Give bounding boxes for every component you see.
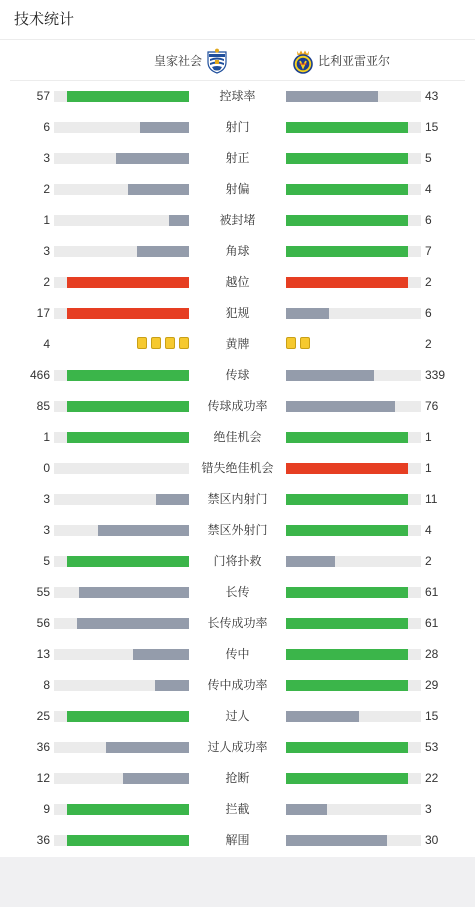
home-value: 85: [36, 399, 50, 413]
away-value: 76: [425, 399, 439, 413]
stat-row: [0, 360, 475, 391]
stat-label: 抢断: [225, 771, 250, 785]
home-bar-fill: [67, 277, 189, 288]
stat-row: [0, 236, 475, 267]
away-value: 4: [425, 523, 432, 537]
stat-label: 被封堵: [219, 213, 256, 227]
yellow-card-icon: [137, 337, 147, 349]
home-value: 3: [43, 151, 50, 165]
away-bar-track: [286, 804, 421, 815]
home-value: 6: [43, 120, 50, 134]
away-bar-track: [286, 773, 421, 784]
away-bar-fill: [286, 184, 408, 195]
away-bar-track: [286, 556, 421, 567]
home-bar-fill: [98, 525, 189, 536]
away-value: 30: [425, 833, 439, 847]
away-bar-track: [286, 525, 421, 536]
home-bar-fill: [140, 122, 189, 133]
stat-label: 错失绝佳机会: [201, 461, 274, 475]
away-value: 2: [425, 275, 432, 289]
away-yellow-cards: [286, 337, 312, 351]
home-bar-track: [54, 215, 189, 226]
home-bar-fill: [155, 680, 189, 691]
away-value: 6: [425, 213, 432, 227]
away-bar-track: [286, 835, 421, 846]
away-bar-fill: [286, 215, 408, 226]
away-value: 339: [425, 368, 446, 382]
teams-header: [10, 40, 465, 81]
stat-label: 射门: [225, 120, 250, 134]
home-value: 3: [43, 244, 50, 258]
stat-label: 传球: [225, 368, 250, 382]
home-bar-track: [54, 432, 189, 443]
home-bar-track: [54, 246, 189, 257]
away-value: 11: [425, 492, 438, 506]
away-bar-track: [286, 494, 421, 505]
away-value: 6: [425, 306, 432, 320]
home-bar-fill: [67, 835, 189, 846]
stat-row: [0, 794, 475, 825]
villarreal-crest-icon: [292, 48, 314, 74]
home-bar-fill: [128, 184, 189, 195]
home-bar-fill: [156, 494, 189, 505]
yellow-card-icon: [179, 337, 189, 349]
home-value: 1: [43, 213, 50, 227]
stat-row: [0, 670, 475, 701]
away-bar-fill: [286, 494, 408, 505]
home-bar-track: [54, 370, 189, 381]
away-bar-fill: [286, 680, 408, 691]
home-bar-track: [54, 91, 189, 102]
stat-label: 长传: [225, 585, 250, 599]
stat-row: [0, 174, 475, 205]
away-bar-fill: [286, 711, 359, 722]
home-bar-fill: [67, 370, 189, 381]
home-bar-fill: [133, 649, 189, 660]
away-team-name: 比利亚雷亚尔: [318, 54, 391, 68]
stat-label: 拦截: [225, 802, 250, 816]
away-value: 61: [425, 616, 439, 630]
stat-row: [0, 267, 475, 298]
stat-label: 传球成功率: [207, 399, 268, 413]
away-value: 1: [425, 461, 432, 475]
home-bar-track: [54, 835, 189, 846]
away-bar-fill: [286, 463, 408, 474]
away-bar-fill: [286, 91, 378, 102]
home-bar-fill: [123, 773, 189, 784]
away-bar-track: [286, 649, 421, 660]
stat-label: 长传成功率: [207, 616, 268, 630]
stat-label: 传中成功率: [207, 678, 268, 692]
away-bar-track: [286, 153, 421, 164]
home-bar-fill: [169, 215, 189, 226]
stat-label: 禁区外射门: [207, 523, 268, 537]
stat-row: [0, 577, 475, 608]
stat-label: 绝佳机会: [213, 430, 262, 444]
home-bar-track: [54, 494, 189, 505]
away-value: 15: [425, 709, 439, 723]
away-bar-fill: [286, 432, 408, 443]
yellow-card-icon: [286, 337, 296, 349]
home-bar-track: [54, 277, 189, 288]
away-bar-track: [286, 215, 421, 226]
home-bar-fill: [67, 804, 189, 815]
stat-row: [0, 143, 475, 174]
stat-row: [0, 608, 475, 639]
away-value: 4: [425, 182, 432, 196]
stat-label: 角球: [225, 244, 250, 258]
away-value: 2: [425, 554, 432, 568]
home-bar-track: [54, 804, 189, 815]
stat-row: [0, 763, 475, 794]
home-value: 0: [43, 461, 50, 475]
home-value: 1: [43, 430, 50, 444]
home-value: 9: [43, 802, 50, 816]
away-bar-fill: [286, 773, 408, 784]
stat-row: [0, 825, 475, 856]
home-value: 13: [36, 647, 50, 661]
away-bar-fill: [286, 525, 408, 536]
away-bar-track: [286, 711, 421, 722]
away-value: 1: [425, 430, 432, 444]
away-bar-fill: [286, 618, 408, 629]
stat-label: 门将扑救: [213, 554, 262, 568]
stat-label: 控球率: [219, 89, 256, 103]
yellow-card-icon: [300, 337, 310, 349]
away-bar-fill: [286, 277, 408, 288]
home-value: 55: [36, 585, 50, 599]
away-value: 5: [425, 151, 432, 165]
stat-row: [0, 422, 475, 453]
home-value: 3: [43, 523, 50, 537]
home-bar-track: [54, 556, 189, 567]
home-bar-fill: [77, 618, 189, 629]
stats-list: [0, 81, 475, 856]
home-bar-fill: [67, 401, 189, 412]
home-bar-fill: [67, 432, 189, 443]
away-value: 2: [425, 337, 432, 351]
stat-row: [0, 732, 475, 763]
stat-row: [0, 329, 475, 360]
stat-row: [0, 81, 475, 112]
away-value: 22: [425, 771, 439, 785]
away-bar-track: [286, 122, 421, 133]
home-bar-track: [54, 525, 189, 536]
home-bar-track: [54, 742, 189, 753]
home-team-name: 皇家社会: [153, 54, 202, 68]
home-bar-track: [54, 401, 189, 412]
home-bar-fill: [67, 711, 189, 722]
away-bar-track: [286, 401, 421, 412]
home-bar-track: [54, 122, 189, 133]
home-value: 57: [36, 89, 50, 103]
stat-label: 越位: [225, 275, 250, 289]
away-bar-track: [286, 277, 421, 288]
home-value: 466: [29, 368, 50, 382]
home-value: 3: [43, 492, 50, 506]
away-value: 7: [425, 244, 432, 258]
home-bar-track: [54, 587, 189, 598]
away-bar-fill: [286, 122, 408, 133]
yellow-card-icon: [151, 337, 161, 349]
home-yellow-cards: [135, 337, 189, 351]
away-value: 61: [425, 585, 439, 599]
stat-label: 过人成功率: [207, 740, 268, 754]
stat-label: 传中: [225, 647, 250, 661]
home-bar-track: [54, 773, 189, 784]
home-bar-fill: [67, 308, 189, 319]
home-bar-fill: [106, 742, 189, 753]
home-team[interactable]: [154, 40, 228, 81]
away-bar-fill: [286, 804, 327, 815]
home-value: 36: [36, 833, 50, 847]
away-value: 3: [425, 802, 432, 816]
home-value: 5: [43, 554, 50, 568]
stat-label: 解围: [225, 833, 250, 847]
stat-row: [0, 112, 475, 143]
away-bar-fill: [286, 649, 408, 660]
home-value: 25: [36, 709, 50, 723]
away-value: 29: [425, 678, 439, 692]
stat-label: 犯规: [225, 306, 250, 320]
away-bar-fill: [286, 370, 374, 381]
home-value: 2: [43, 182, 50, 196]
away-bar-track: [286, 184, 421, 195]
away-bar-track: [286, 618, 421, 629]
home-bar-track: [54, 153, 189, 164]
away-bar-track: [286, 680, 421, 691]
away-bar-fill: [286, 401, 395, 412]
stat-row: [0, 484, 475, 515]
home-bar-track: [54, 618, 189, 629]
away-bar-track: [286, 370, 421, 381]
home-value: 2: [43, 275, 50, 289]
home-bar-fill: [137, 246, 189, 257]
home-bar-fill: [67, 91, 189, 102]
away-bar-track: [286, 742, 421, 753]
home-bar-track: [54, 711, 189, 722]
away-bar-fill: [286, 308, 329, 319]
away-value: 43: [425, 89, 439, 103]
home-value: 36: [36, 740, 50, 754]
home-value: 17: [36, 306, 50, 320]
away-bar-track: [286, 463, 421, 474]
away-bar-fill: [286, 153, 408, 164]
away-bar-fill: [286, 556, 335, 567]
away-bar-track: [286, 432, 421, 443]
home-value: 56: [36, 616, 50, 630]
away-team[interactable]: [292, 40, 390, 81]
stat-row: [0, 453, 475, 484]
away-bar-track: [286, 246, 421, 257]
stat-label: 射正: [225, 151, 250, 165]
page-title: 技术统计: [0, 0, 475, 40]
real-sociedad-crest-icon: [206, 48, 228, 74]
away-value: 15: [425, 120, 439, 134]
away-bar-track: [286, 91, 421, 102]
away-bar-fill: [286, 742, 408, 753]
home-bar-fill: [116, 153, 189, 164]
home-bar-track: [54, 184, 189, 195]
home-value: 8: [43, 678, 50, 692]
home-bar-fill: [67, 556, 189, 567]
stat-label: 禁区内射门: [207, 492, 268, 506]
away-bar-fill: [286, 835, 387, 846]
yellow-card-icon: [165, 337, 175, 349]
home-bar-track: [54, 680, 189, 691]
away-value: 28: [425, 647, 439, 661]
home-bar-fill: [79, 587, 189, 598]
home-value: 12: [36, 771, 50, 785]
home-value: 4: [43, 337, 50, 351]
stat-row: [0, 391, 475, 422]
stat-label: 射偏: [225, 182, 250, 196]
stat-label: 黄牌: [225, 337, 250, 351]
stat-row: [0, 205, 475, 236]
away-value: 53: [425, 740, 439, 754]
away-bar-fill: [286, 246, 408, 257]
home-bar-track: [54, 308, 189, 319]
away-bar-fill: [286, 587, 408, 598]
away-bar-track: [286, 308, 421, 319]
stat-row: [0, 701, 475, 732]
away-bar-track: [286, 587, 421, 598]
stat-label: 过人: [225, 709, 250, 723]
stat-row: [0, 639, 475, 670]
stat-row: [0, 515, 475, 546]
stat-row: [0, 298, 475, 329]
home-bar-track: [54, 649, 189, 660]
stat-row: [0, 546, 475, 577]
home-bar-track: [54, 463, 189, 474]
